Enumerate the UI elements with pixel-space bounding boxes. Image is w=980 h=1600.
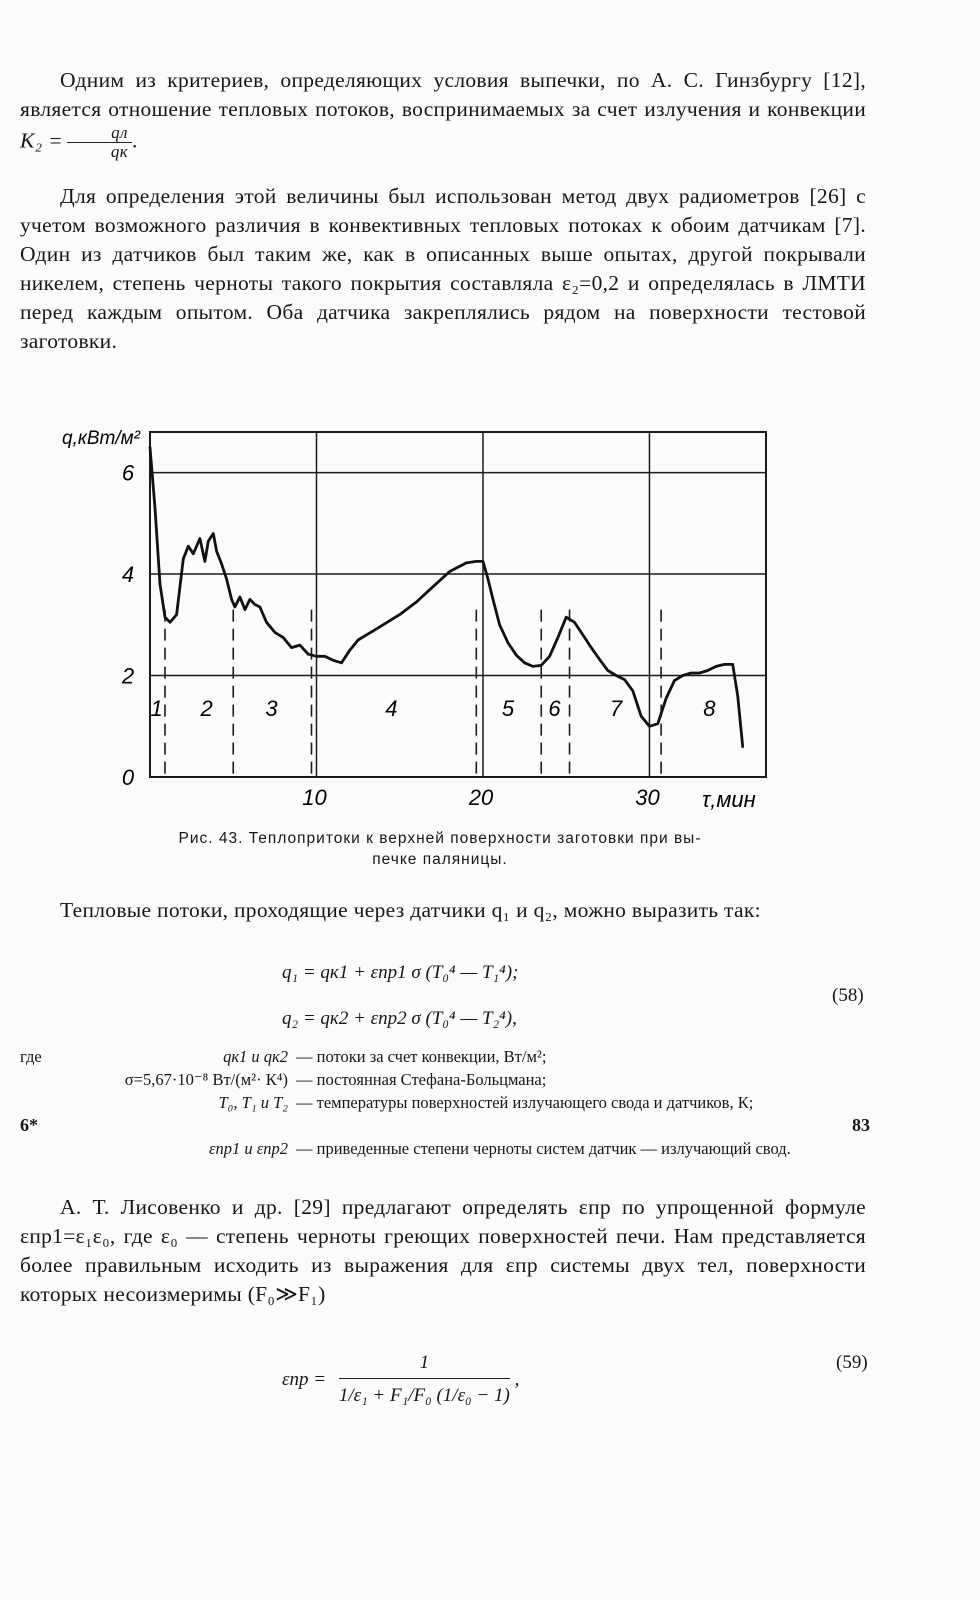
where-row-1-description: — потоки за счет конвекции, Вт/м²; [296, 1047, 547, 1066]
caption-line-1: Рис. 43. Теплопритоки к верхней поверхности заготовки при вы- [178, 830, 702, 847]
y-tick-label-6: 6 [121, 460, 135, 486]
y-axis-label: q,кВт/м² [62, 428, 140, 449]
x-tick-label-10: 10 [302, 785, 327, 810]
region-label-8: 8 [703, 696, 716, 722]
x-tick-label-30: 30 [635, 785, 660, 810]
where-row-2-description: — постоянная Стефана-Больцмана; [296, 1070, 547, 1089]
equation-59-end: , [514, 1368, 520, 1390]
equation-59-denominator: 1/ε₁ + F₁/F₀ (1/ε₀ − 1) [338, 1385, 510, 1406]
where-row-3-symbol: T₀, T₁ и T₂ [218, 1093, 288, 1112]
heat-flux-chart [0, 415, 980, 825]
equation-58-line-1: q₁ = qк1 + εпр1 σ (T₀⁴ — T₁⁴); [282, 962, 519, 983]
formula-k2-end: . [131, 128, 138, 153]
footer-signature: 6* [20, 1115, 38, 1135]
caption-line-2: печке паляницы. [372, 851, 508, 868]
where-row-4-symbol: εпр1 и εпр2 [208, 1139, 288, 1158]
equation-59-numerator: 1 [339, 1352, 510, 1379]
region-label-7: 7 [610, 696, 623, 722]
equation-59-lhs: εпр = [282, 1368, 327, 1390]
region-label-4: 4 [385, 696, 398, 722]
y-tick-label-4: 4 [121, 562, 135, 588]
equation-58-number: (58) [832, 985, 864, 1006]
page-number: 83 [852, 1115, 870, 1135]
paragraph-4: А. Т. Лисовенко и др. [29] предлагают определять εпр по упрощенной формуле εпр1=ε₁ε₀, где ε₀ — степень черноты греющих поверхностей печи. Нам представляется более правильным исходить из выражения для εпр системы двух тел, поверхности которых несоизмеримы (F₀≫F₁) [20, 1195, 866, 1306]
region-label-3: 3 [265, 696, 278, 722]
region-label-1: 1 [150, 696, 163, 722]
paragraph-3: Тепловые потоки, проходящие через датчики q₁ и q₂, можно выразить так: [60, 898, 761, 922]
equation-59 [282, 1352, 519, 1407]
paragraph-2: Для определения этой величины был использован метод двух радиометров [26] с учетом возможного различия в конвективных тепловых потоках к обоим датчикам [7]. Один из датчиков был таким же, как в описанных выше опытах, другой покрывали никелем, степень черноты такого покрытия составляла ε₂=0,2 и определялась в ЛМТИ перед каждым опытом. Оба датчика закреплялись рядом на поверхности тестовой заготовки. [20, 184, 866, 353]
x-tick-label-20: 20 [468, 785, 494, 810]
where-row-3-description: — температуры поверхностей излучающего свода и датчиков, К; [296, 1093, 754, 1112]
region-label-2: 2 [200, 696, 213, 722]
chart-series [150, 447, 743, 746]
formula-k2-denominator: qк [110, 142, 128, 161]
region-label-5: 5 [501, 696, 515, 722]
equation-58-line-2: q₂ = qк2 + εпр2 σ (T₀⁴ — T₂⁴), [282, 1008, 517, 1029]
paragraph-1-text: Одним из критериев, определяющих условия выпечки, по А. С. Гинзбургу [12], является отношение тепловых потоков, воспринимаемых за счет излучения и конвекции [20, 68, 866, 121]
heat-flux-line [150, 447, 743, 746]
region-label-6: 6 [548, 696, 561, 722]
equation-59-fraction [339, 1352, 510, 1407]
figure-caption [80, 828, 800, 870]
where-row-1-symbol: qк1 и qк2 [223, 1047, 288, 1066]
y-tick-label-0: 0 [121, 765, 135, 790]
where-row-4-description: — приведенные степени черноты систем датчик — излучающий свод. [296, 1139, 791, 1158]
formula-k2-fraction [67, 124, 132, 161]
where-row-2-symbol: σ=5,67·10⁻⁸ Вт/(м²· К⁴) [124, 1070, 288, 1089]
equation-59-number: (59) [836, 1352, 868, 1373]
paragraph-1 [20, 66, 866, 161]
chart-region-dividers [165, 610, 661, 777]
formula-k2-lhs: K₂ = [20, 128, 63, 153]
where-label: где [20, 1047, 42, 1066]
formula-k2-numerator: qл [67, 124, 132, 143]
y-tick-label-2: 2 [121, 663, 135, 689]
x-axis-label: τ,мин [702, 787, 756, 812]
